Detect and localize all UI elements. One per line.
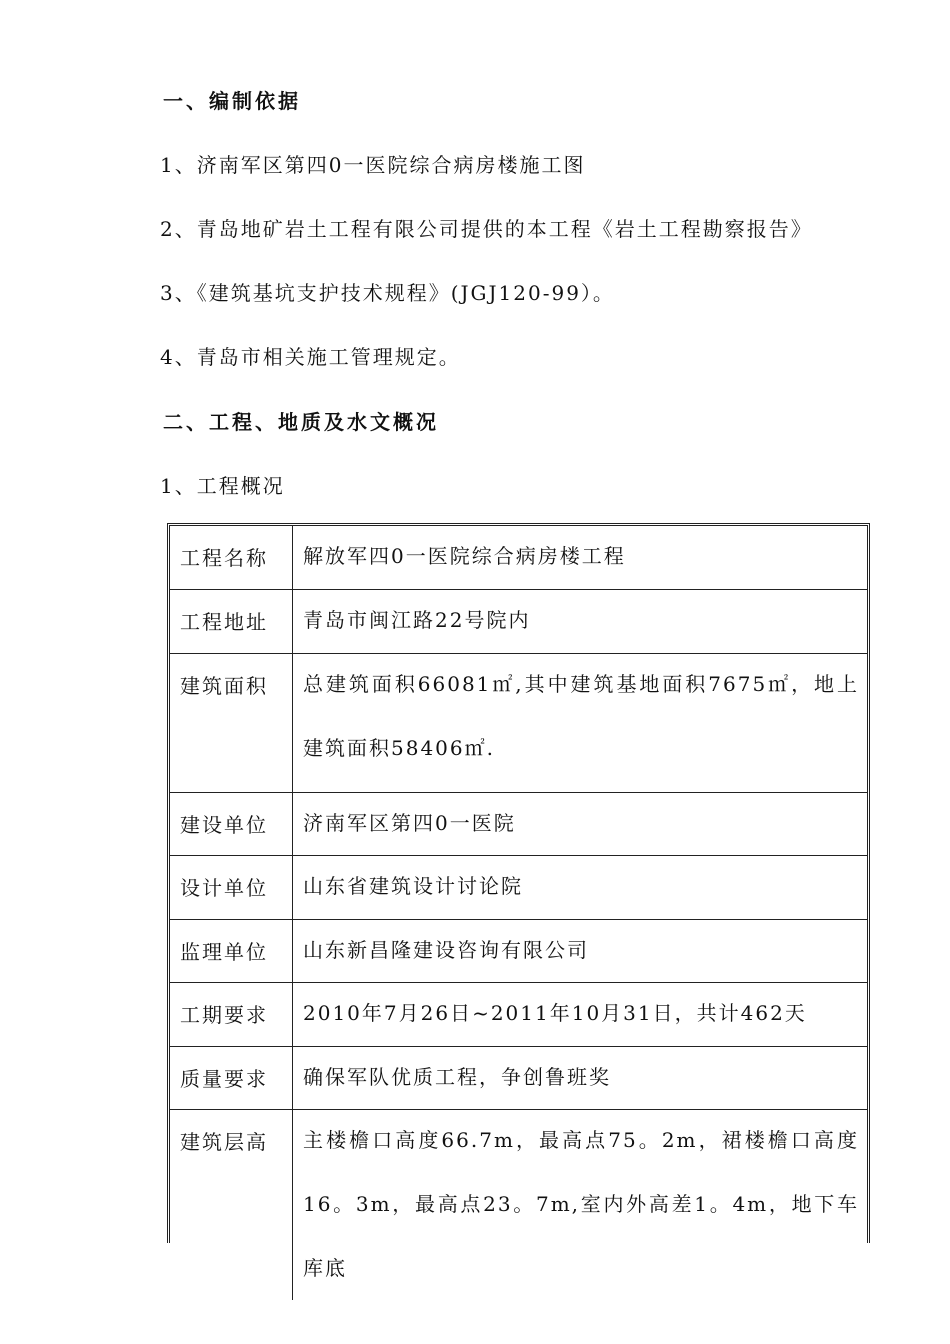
row-label: 建筑面积 <box>170 653 293 792</box>
row-value <box>293 653 868 792</box>
row-value-text: 主楼檐口高度66.7m，最高点75。2m，裙楼檐口高度16。3m，最高点23。7m,室内外高差1。4m，地下车库底 <box>303 1128 859 1280</box>
row-value-text: 解放军四0一医院综合病房楼工程 <box>303 544 626 568</box>
row-value-text: 山东新昌隆建设咨询有限公司 <box>303 937 589 962</box>
row-value-text: 济南军区第四0一医院 <box>303 810 516 835</box>
basis-item-4: 4、青岛市相关施工管理规定。 <box>160 345 461 369</box>
row-value <box>293 590 868 654</box>
row-label: 建筑层高 <box>170 1110 293 1301</box>
row-label: 建设单位 <box>170 792 293 856</box>
row-value <box>293 526 868 590</box>
basis-item-1: 1、济南军区第四0一医院综合病房楼施工图 <box>160 153 586 177</box>
row-value <box>293 983 868 1047</box>
table-row <box>170 653 867 792</box>
table-row <box>170 856 867 920</box>
row-value-text: 总建筑面积66081㎡,其中建筑基地面积7675㎡，地上建筑面积58406㎡. <box>303 671 859 760</box>
row-value-text: 青岛市闽江路22号院内 <box>303 608 531 632</box>
table-row <box>170 1046 867 1110</box>
row-value-text: 2010年7月26日~2011年10月31日，共计462天 <box>303 1001 807 1025</box>
row-value-text: 确保军队优质工程，争创鲁班奖 <box>303 1064 611 1089</box>
table-row <box>170 792 867 856</box>
basis-item-2: 2、青岛地矿岩土工程有限公司提供的本工程《岩土工程勘察报告》 <box>160 217 813 241</box>
row-value <box>293 792 868 856</box>
row-label: 工程地址 <box>170 590 293 654</box>
project-info-table <box>167 523 870 1280</box>
section-heading-basis: 一、编制依据 <box>163 89 301 113</box>
row-label: 设计单位 <box>170 856 293 920</box>
row-value <box>293 1110 868 1301</box>
table-row <box>170 590 867 654</box>
section-heading-overview: 二、工程、地质及水文概况 <box>163 410 439 434</box>
row-value <box>293 919 868 983</box>
row-label: 工期要求 <box>170 983 293 1047</box>
basis-item-3: 3、《建筑基坑支护技术规程》(JGJ120-99）。 <box>160 281 615 305</box>
subsection-project-overview: 1、工程概况 <box>160 474 285 498</box>
table-row <box>170 983 867 1047</box>
row-value <box>293 856 868 920</box>
row-label: 工程名称 <box>170 526 293 590</box>
row-label: 质量要求 <box>170 1046 293 1110</box>
table-row <box>170 919 867 983</box>
row-value-text: 山东省建筑设计讨论院 <box>303 874 523 898</box>
row-label: 监理单位 <box>170 919 293 983</box>
table-row <box>170 526 867 590</box>
table-row <box>170 1110 867 1301</box>
row-value <box>293 1046 868 1110</box>
